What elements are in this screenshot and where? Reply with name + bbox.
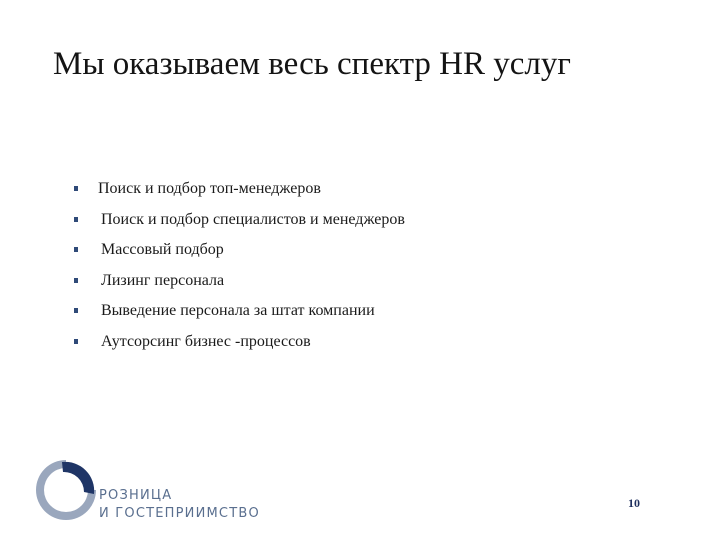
list-item-text: Аутсорсинг бизнес -процессов [101,332,311,350]
list-item-text: Поиск и подбор топ-менеджеров [98,180,321,197]
ring-logo-icon [32,456,100,524]
square-bullet-icon [74,217,78,222]
square-bullet-icon [74,339,78,344]
list-item-text: Лизинг персонала [101,271,225,289]
list-item-text: Поиск и подбор специалистов и менеджеров [101,210,405,228]
square-bullet-icon [74,308,78,313]
company-logo [32,456,272,526]
slide-title: Мы оказываем весь спектр HR услуг [53,46,571,82]
list-item-text: Массовый подбор [101,241,224,259]
square-bullet-icon [74,247,78,252]
square-bullet-icon [74,186,78,191]
square-bullet-icon [74,278,78,283]
page-number: 10 [628,496,640,510]
logo-text-line2: И ГОСТЕПРИИМСТВО [99,506,260,521]
logo-text-line1: РОЗНИЦА [99,488,173,503]
list-item-text: Выведение персонала за штат компании [101,302,375,320]
